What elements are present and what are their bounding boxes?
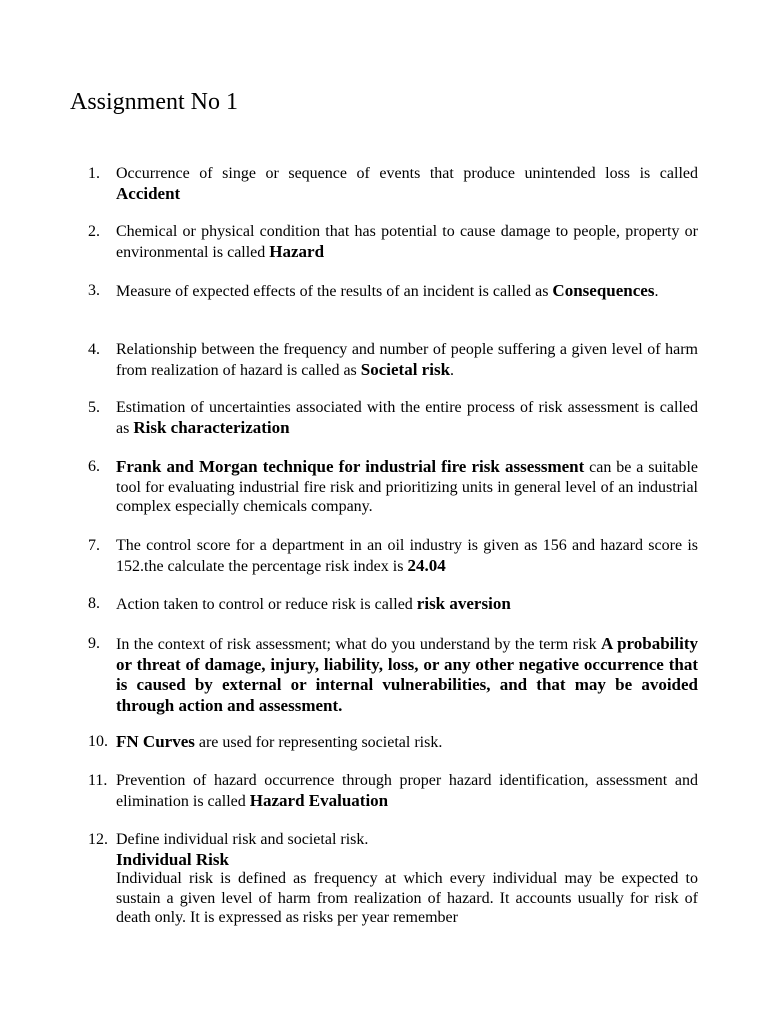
item-text: The control score for a department in an oil industry is given as 156 and hazard score is 152.the calculate the percentage risk index is 24.04 bbox=[116, 537, 698, 575]
item-number: 11. bbox=[88, 772, 108, 789]
list-item bbox=[88, 457, 698, 517]
answer-bold: risk aversion bbox=[416, 594, 511, 613]
list-item bbox=[88, 536, 698, 576]
item-number: 12. bbox=[88, 831, 108, 848]
answer-bold: Societal risk bbox=[360, 359, 451, 379]
answer-bold: Frank and Morgan technique for industrial fire risk assessment bbox=[116, 457, 585, 476]
list-item bbox=[88, 164, 698, 204]
item-number: 8. bbox=[88, 595, 100, 612]
item-text: Measure of expected effects of the results of an incident is called as Consequences. bbox=[116, 281, 659, 300]
answer-bold: Hazard bbox=[269, 241, 325, 261]
item-text: FN Curves are used for representing societal risk. bbox=[116, 732, 443, 751]
answer-bold: Accident bbox=[116, 183, 181, 203]
item-number: 4. bbox=[88, 341, 100, 358]
item-number: 9. bbox=[88, 635, 100, 652]
answer-bold: Hazard Evaluation bbox=[249, 790, 389, 810]
list-item bbox=[88, 340, 698, 380]
page-title: Assignment No 1 bbox=[70, 89, 238, 115]
list-item bbox=[88, 281, 698, 302]
item-text: Prevention of hazard occurrence through proper hazard identification, assessment and elimination is called Hazard Evaluation bbox=[116, 772, 698, 810]
list-item bbox=[88, 594, 698, 615]
item-number: 6. bbox=[88, 458, 100, 475]
item-text: Action taken to control or reduce risk is called risk aversion bbox=[116, 594, 511, 613]
list-item bbox=[88, 771, 698, 811]
sub-paragraph: Individual risk is defined as frequency at which every individual may be expected to sustain a given level of harm from realization of hazard. It accounts usually for risk of death only. It is expressed as risks per year remember bbox=[116, 870, 698, 926]
item-text: Relationship between the frequency and number of people suffering a given level of harm from realization of hazard is called as Societal risk. bbox=[116, 341, 698, 379]
answer-bold: 24.04 bbox=[407, 555, 446, 575]
item-text: In the context of risk assessment; what do you understand by the term risk A probability or threat of damage, injury, liability, loss, or any other negative occurrence that is caused by external or internal vulnerabilities, and that may be avoided through action and assessment. bbox=[116, 634, 698, 715]
list-item bbox=[88, 222, 698, 262]
item-text: Define individual risk and societal risk. Individual Risk Individual risk is defined as frequency at which every individual may be expected to sustain a given level of harm from realization of hazard. It accounts usually for risk of death only. It is expressed as risks per year remember bbox=[116, 831, 698, 926]
item-number: 1. bbox=[88, 165, 100, 182]
list-item bbox=[88, 634, 698, 716]
answer-bold: Risk characterization bbox=[133, 417, 290, 437]
item-text: Estimation of uncertainties associated with the entire process of risk assessment is called as Risk characterization bbox=[116, 399, 698, 437]
item-number: 7. bbox=[88, 537, 100, 554]
item-number: 2. bbox=[88, 223, 100, 240]
list-item bbox=[88, 830, 698, 928]
list-item bbox=[88, 732, 698, 753]
answer-bold: A probability or threat of damage, injury, liability, loss, or any other negative occurrence that is caused by external or internal vulnerabilities, and that may be avoided through action and assessment. bbox=[116, 634, 698, 715]
sub-heading: Individual Risk bbox=[116, 849, 229, 869]
list-item bbox=[88, 398, 698, 438]
item-text: Occurrence of singe or sequence of events that produce unintended loss is called Accident bbox=[116, 165, 698, 203]
item-number: 3. bbox=[88, 282, 100, 299]
item-number: 10. bbox=[88, 733, 108, 750]
item-number: 5. bbox=[88, 399, 100, 416]
item-text: Frank and Morgan technique for industrial fire risk assessment can be a suitable tool for evaluating industrial fire risk and prioritizing units in general level of an industrial complex especially chemicals company. bbox=[116, 457, 698, 515]
answer-bold: FN Curves bbox=[116, 732, 195, 751]
answer-bold: Consequences bbox=[552, 281, 655, 300]
item-text: Chemical or physical condition that has potential to cause damage to people, property or environmental is called Hazard bbox=[116, 223, 698, 261]
